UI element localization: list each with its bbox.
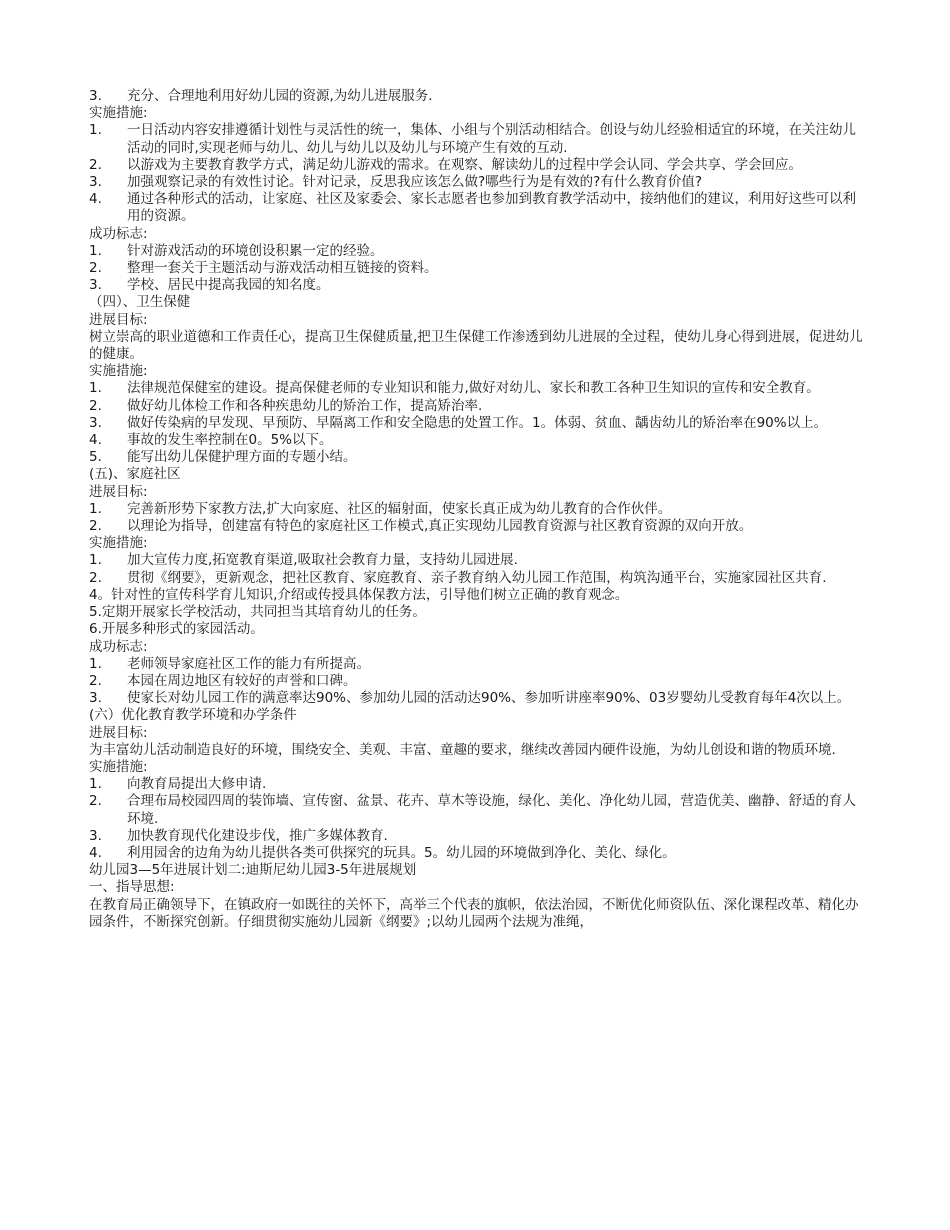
text-line: 6.开展多种形式的家园活动。: [89, 621, 264, 638]
text-line: 进展目标:: [89, 311, 148, 328]
numbered-item: [89, 174, 869, 191]
item-number: 2.: [89, 156, 102, 173]
numbered-item: [89, 656, 869, 673]
paragraph: 在教育局正确领导下，在镇政府一如既往的关怀下，高举三个代表的旗帜，依法治园，不断优化师资队伍、深化课程改革、精化办园条件，不断探究创新。仔细贯彻实施幼儿园新《纲要》;以幼儿园两个法规为准绳，: [89, 896, 859, 930]
numbered-item: [89, 277, 869, 294]
item-number: 2.: [89, 569, 102, 586]
numbered-item: [89, 191, 869, 225]
item-text: 以理论为指导，创建富有特色的家庭社区工作模式,真正实现幼儿园教育资源与社区教育资源的双向开放。: [127, 518, 753, 535]
item-number: 4.: [89, 844, 102, 861]
item-text: 完善新形势下家教方法,扩大向家庭、社区的辐射面，使家长真正成为幼儿教育的合作伙伴。: [127, 500, 672, 517]
text-line: 实施措施:: [89, 535, 148, 552]
item-number: 2.: [89, 260, 102, 277]
item-number: 3.: [89, 88, 102, 104]
item-number: 2.: [89, 397, 102, 414]
text-line: 幼儿园3—5年进展计划二:迪斯尼幼儿园3-5年进展规划: [89, 862, 417, 879]
item-number: 3.: [89, 277, 102, 294]
numbered-item: [89, 157, 869, 174]
item-text: 加强观察记录的有效性讨论。针对记录，反思我应该怎么做?哪些行为是有效的?有什么教育价值?: [127, 174, 702, 191]
item-text: 利用园舍的边角为幼儿提供各类可供探究的玩具。5。幼儿园的环境做到净化、美化、绿化。: [127, 844, 676, 861]
text-line: 5.定期开展家长学校活动，共同担当其培育幼儿的任务。: [89, 604, 426, 621]
item-text: 能写出幼儿保健护理方面的专题小结。: [127, 449, 357, 466]
item-number: 2.: [89, 672, 102, 689]
item-text: 本园在周边地区有较好的声誉和口碑。: [127, 672, 357, 689]
numbered-item: [89, 776, 869, 793]
item-text: 以游戏为主要教育教学方式，满足幼儿游戏的需求。在观察、解读幼儿的过程中学会认同、学会共享、学会回应。: [127, 156, 802, 173]
item-number: 2.: [89, 518, 102, 535]
numbered-item: [89, 552, 869, 569]
text-line: 一、指导思想:: [89, 879, 175, 896]
numbered-item: [89, 501, 869, 518]
text-line: (五)、家庭社区: [89, 466, 181, 483]
numbered-item: [89, 673, 869, 690]
item-number: 1.: [89, 122, 102, 139]
paragraph: 为丰富幼儿活动制造良好的环境，围绕安全、美观、丰富、童趣的要求，继续改善园内硬件设施，为幼儿创设和谐的物质环境.: [89, 741, 836, 758]
numbered-item: [89, 845, 869, 862]
item-number: 1.: [89, 242, 102, 259]
item-text: 做好传染病的早发现、早预防、早隔离工作和安全隐患的处置工作。1。体弱、贫血、龋齿幼儿的矫治率在90%以上。: [127, 414, 828, 431]
item-number: 3.: [89, 414, 102, 431]
numbered-item: [89, 243, 869, 260]
numbered-item: [89, 570, 869, 587]
item-number: 1.: [89, 552, 102, 569]
item-text: 法律规范保健室的建设。提高保健老师的专业知识和能力,做好对幼儿、家长和教工各种卫生知识的宣传和安全教育。: [127, 380, 820, 397]
text-line: 成功标志:: [89, 225, 148, 242]
item-number: 5.: [89, 449, 102, 466]
text-line: (六）优化教育教学环境和办学条件: [89, 707, 297, 724]
item-text: 加快教育现代化建设步伐，推广多媒体教育.: [127, 827, 388, 844]
numbered-item: [89, 690, 869, 707]
item-number: 1.: [89, 655, 102, 672]
numbered-item: [89, 88, 869, 105]
numbered-item: [89, 449, 869, 466]
numbered-item: [89, 432, 869, 449]
item-text: 通过各种形式的活动，让家庭、社区及家委会、家长志愿者也参加到教育教学活动中，接纳他们的建议，利用好这些可以利用的资源。: [127, 191, 856, 225]
item-number: 4.: [89, 432, 102, 449]
numbered-item: [89, 260, 869, 277]
text-line: 实施措施:: [89, 363, 148, 380]
text-line: （四）、卫生保健: [89, 294, 191, 311]
paragraph: 树立崇高的职业道德和工作责任心，提高卫生保健质量,把卫生保健工作渗透到幼儿进展的全过程，使幼儿身心得到进展，促进幼儿的健康。: [89, 328, 863, 363]
item-number: 4.: [89, 191, 102, 208]
text-line: 4。针对性的宣传科学育儿知识,介绍或传授具体保教方法，引导他们树立正确的教育观念。: [89, 586, 629, 603]
text-line: 进展目标:: [89, 724, 148, 741]
item-text: 做好幼儿体检工作和各种疾患幼儿的矫治工作，提高矫治率.: [127, 397, 483, 414]
text-line: 成功标志:: [89, 638, 148, 655]
item-text: 向教育局提出大修申请.: [127, 776, 267, 793]
item-number: 1.: [89, 500, 102, 517]
numbered-item: [89, 415, 869, 432]
text-line: 实施措施:: [89, 105, 148, 122]
numbered-item: [89, 828, 869, 845]
item-number: 3.: [89, 690, 102, 707]
item-text: 充分、合理地利用好幼儿园的资源,为幼儿进展服务.: [127, 88, 433, 104]
numbered-item: [89, 380, 869, 397]
text-line: 进展目标:: [89, 483, 148, 500]
item-number: 3.: [89, 174, 102, 191]
item-number: 1.: [89, 380, 102, 397]
item-text: 事故的发生率控制在0。5%以下。: [127, 432, 333, 449]
item-number: 1.: [89, 776, 102, 793]
item-text: 老师领导家庭社区工作的能力有所提高。: [127, 655, 370, 672]
text-line: 实施措施:: [89, 758, 148, 775]
item-text: 加大宣传力度,拓宽教育渠道,吸取社会教育力量，支持幼儿园进展.: [127, 552, 518, 569]
numbered-item: [89, 398, 869, 415]
item-text: 学校、居民中提高我园的知名度。: [127, 277, 330, 294]
item-number: 3.: [89, 827, 102, 844]
numbered-item: [89, 518, 869, 535]
item-text: 合理布局校园四周的装饰墙、宣传窗、盆景、花卉、草木等设施，绿化、美化、净化幼儿园，营造优美、幽静、舒适的育人环境.: [127, 793, 856, 827]
item-text: 贯彻《纲要》，更新观念，把社区教育、家庭教育、亲子教育纳入幼儿园工作范围，构筑沟通平台，实施家园社区共育.: [127, 569, 827, 586]
item-text: 一日活动内容安排遵循计划性与灵活性的统一，集体、小组与个别活动相结合。创设与幼儿经验相适宜的环境，在关注幼儿活动的同时,实现老师与幼儿、幼儿与幼儿以及幼儿与环境产生有效的互动.: [127, 122, 856, 156]
item-text: 整理一套关于主题活动与游戏活动相互链接的资料。: [127, 260, 438, 277]
numbered-item: [89, 122, 869, 156]
item-text: 针对游戏活动的环境创设积累一定的经验。: [127, 242, 384, 259]
document-page: [89, 88, 869, 931]
numbered-item: [89, 793, 869, 827]
item-number: 2.: [89, 793, 102, 810]
item-text: 使家长对幼儿园工作的满意率达90%、参加幼儿园的活动达90%、参加听讲座率90%、03岁婴幼儿受教育每年4次以上。: [127, 690, 851, 707]
